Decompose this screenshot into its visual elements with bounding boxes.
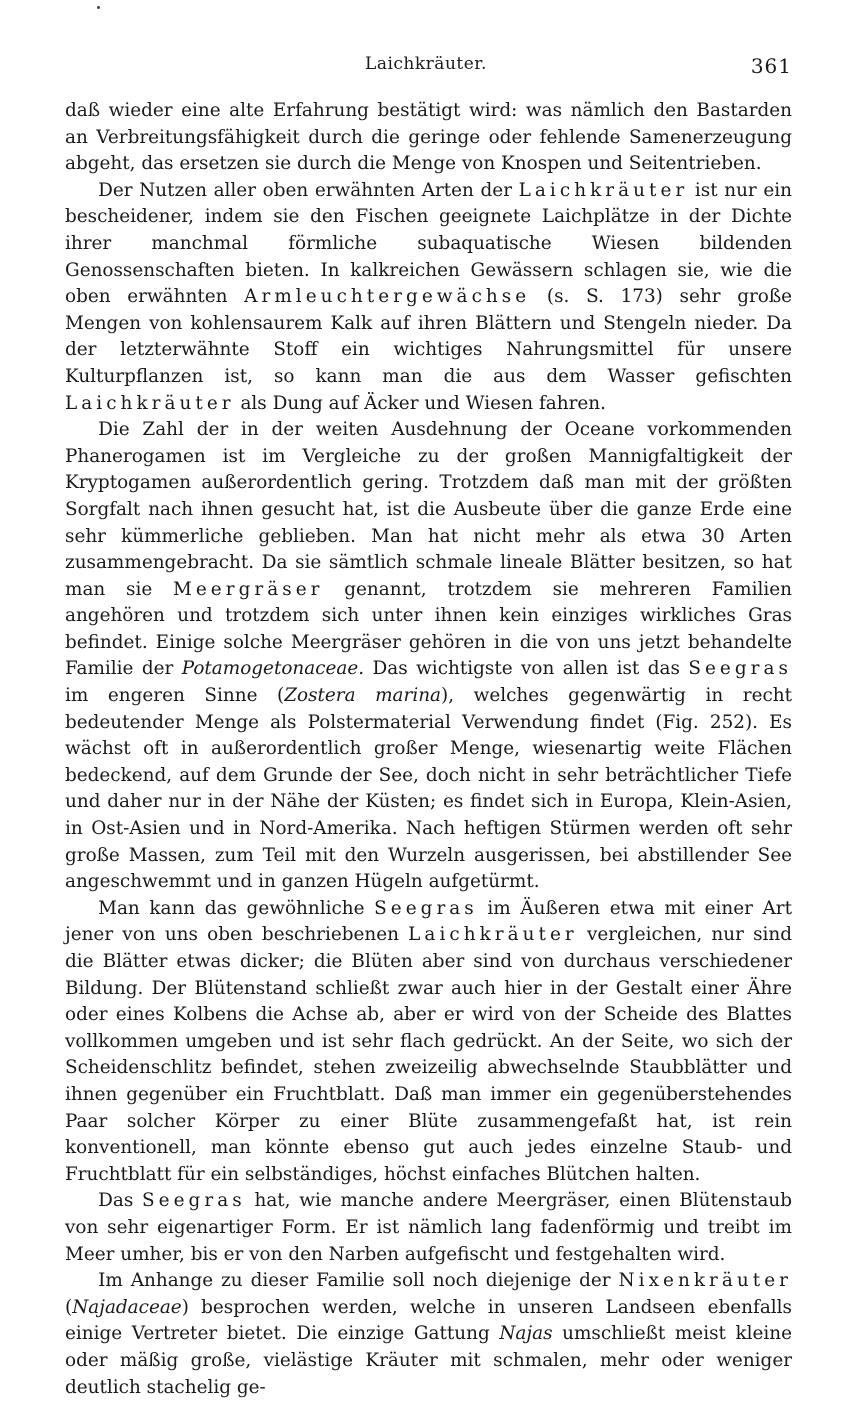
text-run: Im Anhange zu dieser Familie soll noch diejenige der bbox=[98, 1270, 619, 1292]
text-run: umschließt meist kleine oder mäßig große, vielästige Kräuter mit schmalen, mehr oder weniger deutlich stachelig ge- bbox=[65, 1323, 792, 1398]
text-run: genannt, trotzdem sie mehreren Familien angehören und trotzdem sich unter ihnen kein einziges wirkliches Gras befindet. Einige solche Meergräser gehören in die von uns jetzt behandelte Familie der bbox=[65, 578, 792, 680]
paragraph bbox=[65, 417, 792, 896]
italic-term: Najadaceae bbox=[72, 1296, 182, 1318]
body-text bbox=[65, 98, 792, 1401]
text-run: hat, wie manche andere Meergräser, einen Blütenstaub von sehr eigenartiger Form. Er ist nämlich lang fadenförmig und treibt im Meer umher, bis er von den Narben aufgefischt und festgehalten wird. bbox=[65, 1190, 792, 1265]
text-run: im Äußeren etwa mit einer Art jener von uns oben beschriebenen bbox=[65, 897, 792, 946]
text-run: daß wieder eine alte Erfahrung bestätigt wird: was nämlich den Bastarden an Verbreitungsfähigkeit durch die geringe oder fehlende Samenerzeugung abgeht, das ersetzen sie durch die Menge von Knospen und Seitentrieben. bbox=[65, 100, 792, 175]
paragraph bbox=[65, 98, 792, 178]
paragraph bbox=[65, 1268, 792, 1401]
text-run: Man kann das gewöhnliche bbox=[98, 897, 375, 919]
text-run: Das wichtigste von allen ist das bbox=[364, 658, 689, 680]
spaced-term: Nixenkräuter bbox=[618, 1270, 792, 1292]
text-run: Der Nutzen aller oben erwähnten Arten der bbox=[98, 179, 519, 201]
italic-term: Zostera marina bbox=[284, 685, 442, 707]
spaced-term: Laichkräuter bbox=[518, 179, 689, 201]
spaced-term: Seegras bbox=[142, 1190, 246, 1212]
paragraph bbox=[65, 896, 792, 1189]
text-run: ist nur ein bescheidener, indem sie den Fischen geeignete Laichplätze in der Dichte ihrer manchmal förmliche subaquatische Wiesen bildenden Genossenschaften bieten. In kalkreichen Gewässern schlagen sie, wie die oben erwähnten bbox=[65, 179, 792, 308]
page-header bbox=[60, 54, 792, 82]
spaced-term: Seegras bbox=[374, 897, 478, 919]
italic-term: Potamogetonaceae. bbox=[181, 658, 365, 680]
spaced-term: Armleuchtergewächse bbox=[244, 286, 531, 308]
text-run: ), welches gegenwärtig in recht bedeutender Menge als Polstermaterial Verwendung findet (Fig. 252). Es wächst oft in außerordentlich großer Menge, wiesenartig weite Flächen bedeckend, auf dem Grunde der See, doch nicht in sehr beträchtlicher Tiefe und daher nur in der Nähe der Küsten; es findet sich in Europa, Klein-Asien, in Ost-Asien und in Nord-Amerika. Nach heftigen Stürmen werden oft sehr große Massen, zum Teil mit den Wurzeln ausgerissen, bei abstillender See angeschwemmt und in ganzen Hügeln aufgetürmt. bbox=[65, 685, 792, 893]
text-run: ( bbox=[65, 1296, 73, 1318]
page-number: 361 bbox=[750, 54, 792, 78]
speck-mark bbox=[97, 6, 100, 9]
text-run: im engeren Sinne ( bbox=[65, 685, 285, 707]
paragraph bbox=[65, 178, 792, 417]
italic-term: Najas bbox=[499, 1323, 553, 1345]
text-run: Das bbox=[98, 1190, 143, 1212]
paragraph bbox=[65, 1188, 792, 1268]
text-run: (s. S. 173) sehr große Mengen von kohlensaurem Kalk auf ihren Blättern und Stengeln nieder. Da der letzterwähnte Stoff ein wichtiges Nahrungsmittel für unsere Kulturpflanzen ist, so kann man die aus dem Wasser gefischten bbox=[65, 286, 793, 387]
text-run: Die Zahl der in der weiten Ausdehnung der Oceane vorkommenden Phanerogamen ist im Vergleiche zu der großen Mannigfaltigkeit der Kryptogamen außerordentlich gering. Trotzdem daß man mit der größten Sorgfalt nach ihnen gesucht hat, ist die Ausbeute über die ganze Erde eine sehr kümmerliche geblieben. Man hat nicht mehr als etwa 30 Arten zusammengebracht. Da sie sämtlich schmale lineale Blätter besitzen, so hat man sie bbox=[65, 419, 792, 600]
spaced-term: Meergräser bbox=[172, 578, 324, 600]
text-run: vergleichen, nur sind die Blätter etwas dicker; die Blüten aber sind von durchaus verschiedener Bildung. Der Blütenstand schließt zwar auch hier in der Gestalt einer Ähre oder eines Kolbens die Achse ab, aber er wird von der Scheide des Blattes vollkommen umgeben und ist sehr flach gedrückt. An der Seite, wo sich der Scheidenschlitz befindet, stehen zweizeilig abwechselnde Staubblätter und ihnen gegenüber ein Fruchtblatt. Daß man immer ein gegenüberstehendes Paar solcher Körper zu einer Blüte zusammengefaßt hat, ist rein konventionell, man könnte ebenso gut auch jedes einzelne Staub- und Fruchtblatt für ein selbständiges, höchst einfaches Blütchen halten. bbox=[65, 924, 792, 1185]
running-head: Laichkräuter. bbox=[365, 54, 487, 74]
text-run: ) besprochen werden, welche in unseren Landseen ebenfalls einige Vertreter bietet. Die einzige Gattung bbox=[65, 1296, 792, 1345]
spaced-term: Laichkräuter bbox=[65, 392, 235, 414]
spaced-term: Laichkräuter bbox=[408, 924, 578, 946]
text-run: als Dung auf Äcker und Wiesen fahren. bbox=[234, 392, 606, 414]
spaced-term: Seegras bbox=[688, 658, 792, 680]
